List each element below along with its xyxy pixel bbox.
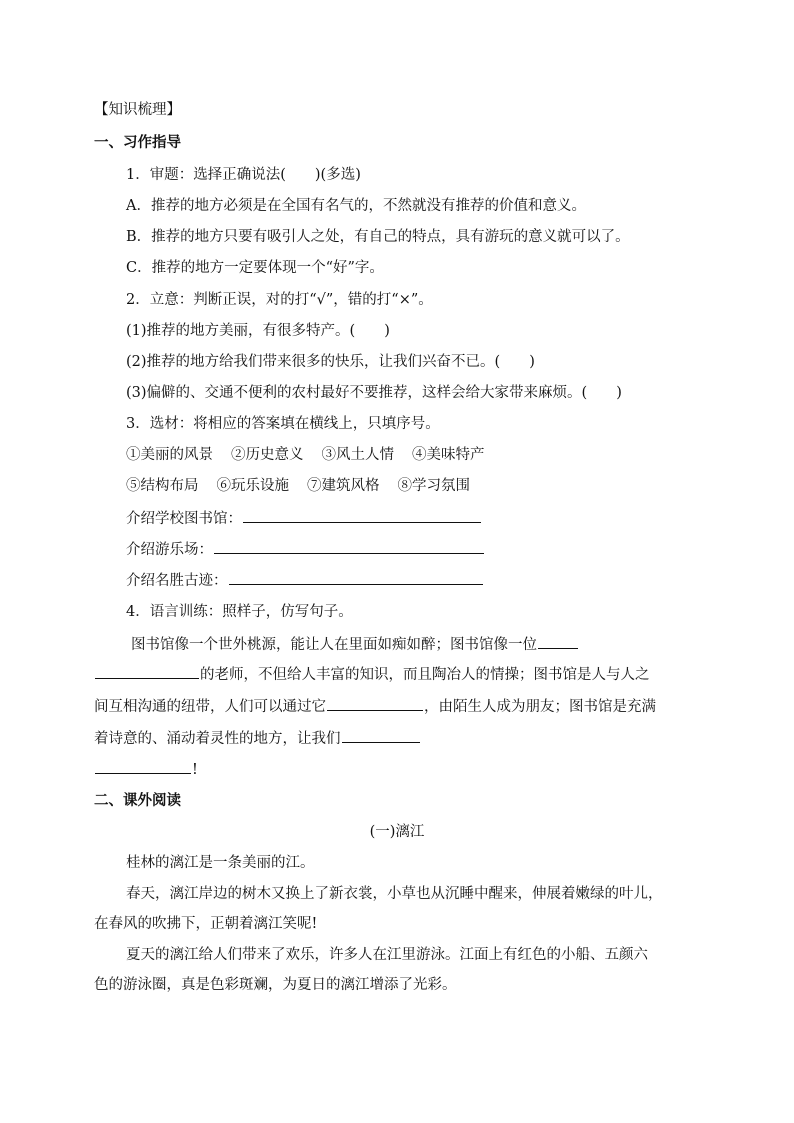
q3-fill-historic [126,570,484,591]
q4-text: 的老师，不但给人丰富的知识，而且陶冶人的情操；图书馆是人与人之 [200,667,650,683]
q4-blank-1a[interactable] [538,634,578,649]
q4-line-4 [94,728,421,749]
passage-paragraph-3-line-2: 色的游泳圈，真是色彩斑斓，为夏日的漓江增添了光彩。 [94,977,457,993]
q3-fill-amusement [126,539,485,560]
q4-text: 着诗意的、涌动着灵性的地方，让我们 [94,731,341,747]
q2-statement-1: (1)推荐的地方美丽，有很多特产。( ) [126,323,390,339]
q4-line-5 [94,759,198,780]
q4-blank-3a[interactable] [342,728,420,743]
q3-fill-library-blank[interactable] [243,508,481,523]
q3-fill-amusement-blank[interactable] [214,539,484,554]
q4-text: 图书馆像一个世外桃源，能让人在里面如痴如醉；图书馆像一位 [131,637,537,653]
q1-option-a: A．推荐的地方必须是在全国有名气的，不然就没有推荐的价值和意义。 [126,198,586,214]
q3-option: ④美味特产 [412,447,485,463]
q4-text: ，由陌生人成为朋友；图书馆是充满 [424,699,656,715]
q4-blank-3b[interactable] [95,759,191,774]
q3-option: ①美丽的风景 [126,447,213,463]
section2-title: 二、课外阅读 [94,792,181,809]
q3-fill-amusement-label: 介绍游乐场： [126,542,213,558]
q3-option: ⑤结构布局 [126,478,199,494]
q4-line-1 [131,634,579,655]
q3-fill-library [126,508,482,529]
q3-option: ⑧学习氛围 [397,478,470,494]
q4-blank-2[interactable] [327,696,423,711]
q4-line-3 [94,696,656,717]
q3-fill-historic-blank[interactable] [229,570,483,585]
passage-paragraph-1: 桂林的漓江是一条美丽的江。 [126,855,315,871]
q4-prompt: 4．语言训练：照样子，仿写句子。 [126,604,353,620]
knowledge-header: 【知识梳理】 [94,102,181,118]
section1-title: 一、习作指导 [94,134,181,151]
q3-option: ②历史意义 [231,447,304,463]
passage-paragraph-2-line-1: 春天，漓江岸边的树木又换上了新衣裳，小草也从沉睡中醒来，伸展着嫩绿的叶儿， [126,886,663,902]
q1-option-b: B．推荐的地方只要有吸引人之处，有自己的特点，具有游玩的意义就可以了。 [126,229,630,245]
q4-text: ! [192,762,198,778]
q4-text: 间互相沟通的纽带，人们可以通过它 [94,699,326,715]
q2-statement-2: (2)推荐的地方给我们带来很多的快乐，让我们兴奋不已。( ) [126,354,535,370]
q3-option: ③风土人情 [321,447,394,463]
q1-option-c: C．推荐的地方一定要体现一个“好”字。 [126,260,384,276]
passage-title: (一)漓江 [369,824,425,840]
q4-blank-1b[interactable] [95,664,199,679]
passage-paragraph-2-line-2: 在春风的吹拂下，正朝着漓江笑呢! [94,916,318,932]
passage-paragraph-3-line-1: 夏天的漓江给人们带来了欢乐，许多人在江里游泳。江面上有红色的小船、五颜六 [126,947,648,963]
q3-prompt: 3．选材：将相应的答案填在横线上，只填序号。 [126,416,440,432]
q3-fill-library-label: 介绍学校图书馆： [126,511,242,527]
q3-fill-historic-label: 介绍名胜古迹： [126,573,228,589]
q2-statement-3: (3)偏僻的、交通不便利的农村最好不要推荐，这样会给大家带来麻烦。( ) [126,385,622,401]
q2-prompt: 2．立意：判断正误，对的打“√”，错的打“×”。 [126,292,433,308]
q1-prompt: 1．审题：选择正确说法( )(多选) [126,167,361,183]
q3-options-row2 [126,476,470,496]
q4-line-2 [94,664,650,685]
q3-option: ⑦建筑风格 [307,478,380,494]
q3-option: ⑥玩乐设施 [216,478,289,494]
q3-options-row1 [126,445,485,465]
